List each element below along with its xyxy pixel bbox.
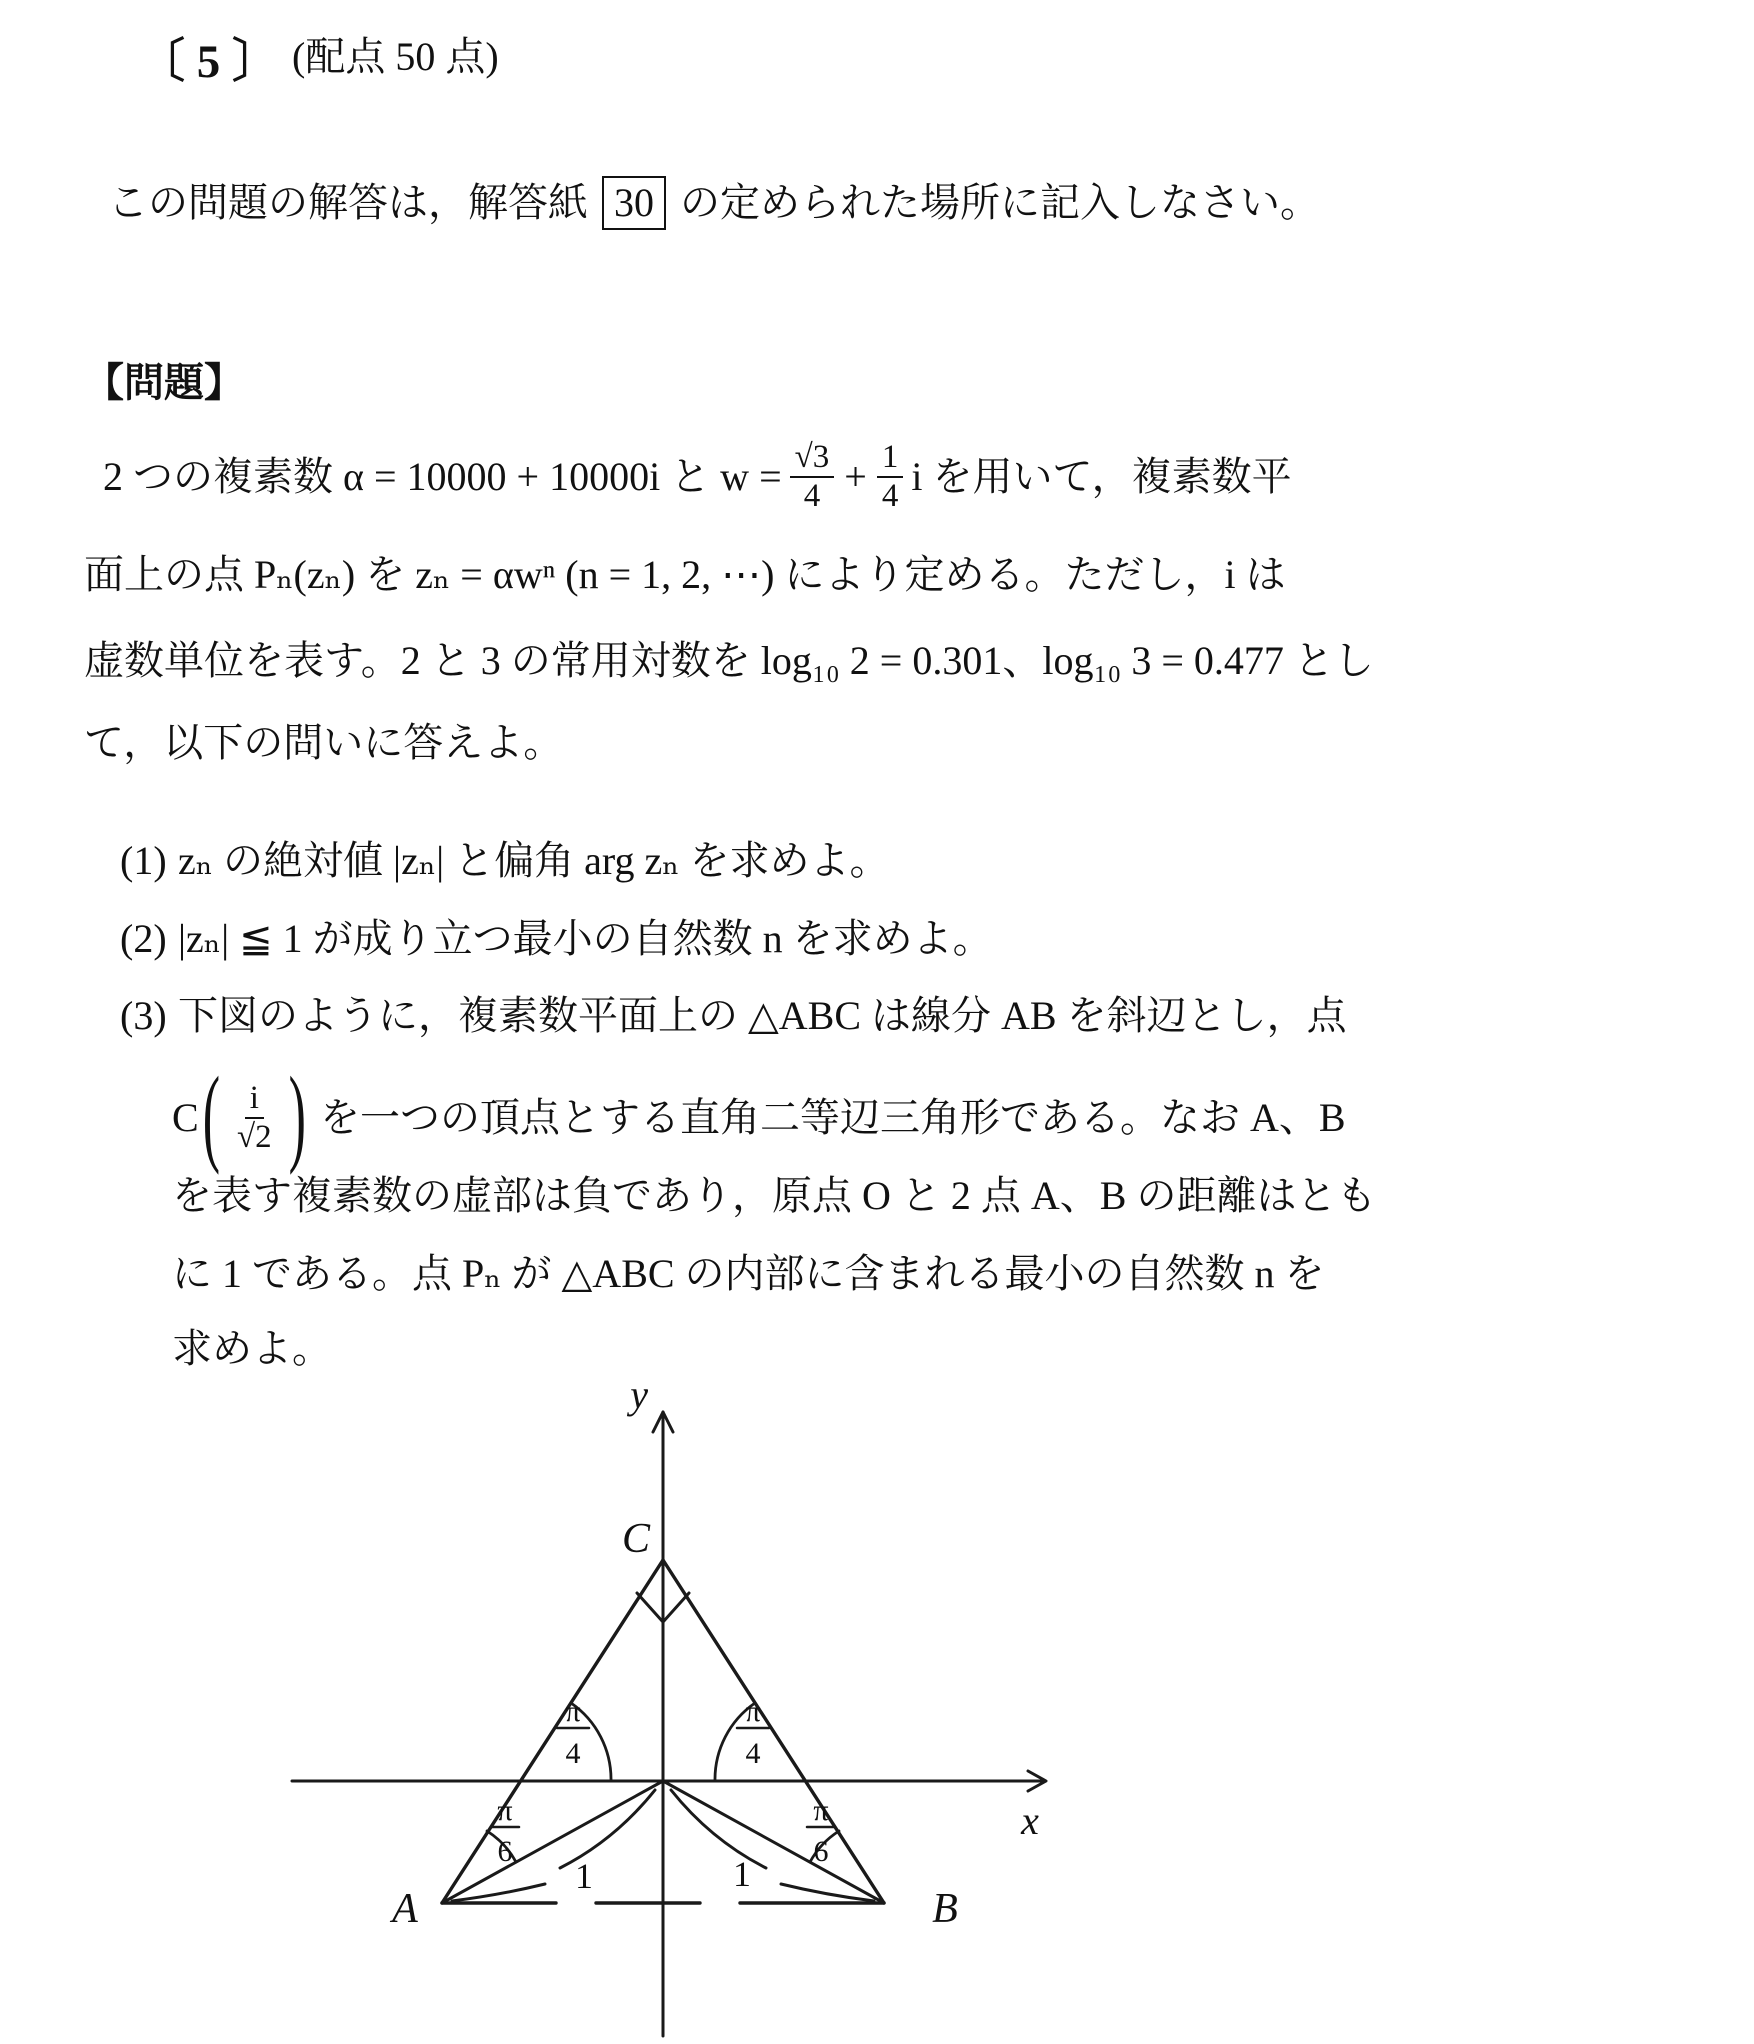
item-3-line-5: 求めよ。 bbox=[172, 1326, 332, 1371]
angle-label-pi4-right-num: π bbox=[745, 1695, 761, 1728]
y-axis-label: y bbox=[630, 1380, 648, 1417]
instruction-text-pre: この問題の解答は，解答紙 bbox=[108, 180, 588, 225]
leader-curve-left-lower bbox=[452, 1884, 545, 1901]
para-line-3: 虚数単位を表す。2 と 3 の常用対数を log₁₀ 2 = 0.301、log₁₀ 3 = 0.477 とし bbox=[84, 638, 1374, 683]
vertex-label-c: C bbox=[621, 1516, 650, 1562]
vertex-c-symbol: C bbox=[172, 1095, 199, 1140]
side-ca bbox=[442, 1560, 663, 1903]
para-line-1-pre: 2 つの複素数 α = 10000 + 10000i と w = bbox=[103, 454, 782, 499]
problem-number-heading: 〔 5 〕 bbox=[138, 36, 279, 88]
fraction-sqrt3-over-4: $\frac{√3}{4}$ bbox=[790, 439, 835, 515]
right-paren: ) bbox=[288, 1057, 306, 1177]
para-line-2: 面上の点 Pₙ(zₙ) を zₙ = αwⁿ (n = 1, 2, ⋯) により定める。ただし，i は bbox=[84, 552, 1286, 597]
leader-curve-right-lower bbox=[781, 1884, 874, 1901]
angle-label-pi6-right-num: π bbox=[813, 1794, 829, 1827]
instruction-line bbox=[108, 176, 1320, 230]
item-2-text: |zₙ| ≦ 1 が成り立つ最小の自然数 n を求めよ。 bbox=[178, 916, 993, 961]
length-label-left: 1 bbox=[575, 1856, 593, 1896]
complex-plane-figure bbox=[250, 1380, 1080, 2044]
para-line-1-post: i を用いて，複素数平 bbox=[911, 454, 1292, 499]
angle-label-pi6-left-num: π bbox=[497, 1794, 513, 1827]
item-3-line-2 bbox=[172, 1058, 1346, 1178]
segment-ob bbox=[663, 1781, 884, 1903]
left-paren: ( bbox=[202, 1057, 221, 1177]
fraction-1-over-4: $\frac{1}{4}$ bbox=[877, 439, 904, 515]
angle-label-pi4-right-den: 4 bbox=[745, 1737, 761, 1770]
question-item-2 bbox=[120, 916, 993, 962]
x-axis-label: x bbox=[1021, 1798, 1039, 1843]
question-item-1 bbox=[120, 838, 890, 884]
question-item-3 bbox=[120, 993, 1347, 1039]
item-3-line-4: に 1 である。点 Pₙ が △ABC の内部に含まれる最小の自然数 n を bbox=[172, 1251, 1325, 1296]
angle-label-pi6-left-den: 6 bbox=[497, 1835, 513, 1868]
points-label: (配点 50 点) bbox=[292, 34, 499, 79]
instruction-text-post: の定められた場所に記入しなさい。 bbox=[680, 180, 1320, 225]
angle-label-pi4-left-num: π bbox=[565, 1695, 581, 1728]
segment-oa bbox=[442, 1781, 663, 1903]
angle-label-pi4-left-den: 4 bbox=[565, 1737, 581, 1770]
angle-label-pi6-right-den: 6 bbox=[813, 1835, 829, 1868]
plus-sign: + bbox=[844, 454, 867, 499]
vertex-label-a: A bbox=[392, 1886, 418, 1932]
item-2-number: (2) bbox=[120, 916, 167, 961]
item-3-line-2-text: を一つの頂点とする直角二等辺三角形である。なお A、B bbox=[319, 1095, 1346, 1140]
item-3-number: (3) bbox=[120, 993, 167, 1038]
length-label-right: 1 bbox=[733, 1854, 751, 1894]
vertex-label-b: B bbox=[932, 1886, 958, 1932]
item-1-text: zₙ の絶対値 |zₙ| と偏角 arg zₙ を求めよ。 bbox=[178, 838, 890, 883]
side-cb bbox=[663, 1560, 884, 1903]
fraction-i-over-sqrt2: $\frac{i}{√2}$ bbox=[237, 1080, 272, 1155]
section-title: 【問題】 bbox=[84, 360, 244, 405]
para-line-4: て，以下の問いに答えよ。 bbox=[84, 720, 564, 765]
item-3-line-3: を表す複素数の虚部は負であり，原点 O と 2 点 A、B の距離はとも bbox=[172, 1173, 1377, 1218]
answer-sheet-number-box: 30 bbox=[602, 176, 666, 230]
para-line-1 bbox=[103, 424, 1292, 530]
item-3-line-1: 下図のように，複素数平面上の △ABC は線分 AB を斜辺とし，点 bbox=[178, 993, 1347, 1038]
item-1-number: (1) bbox=[120, 838, 167, 883]
